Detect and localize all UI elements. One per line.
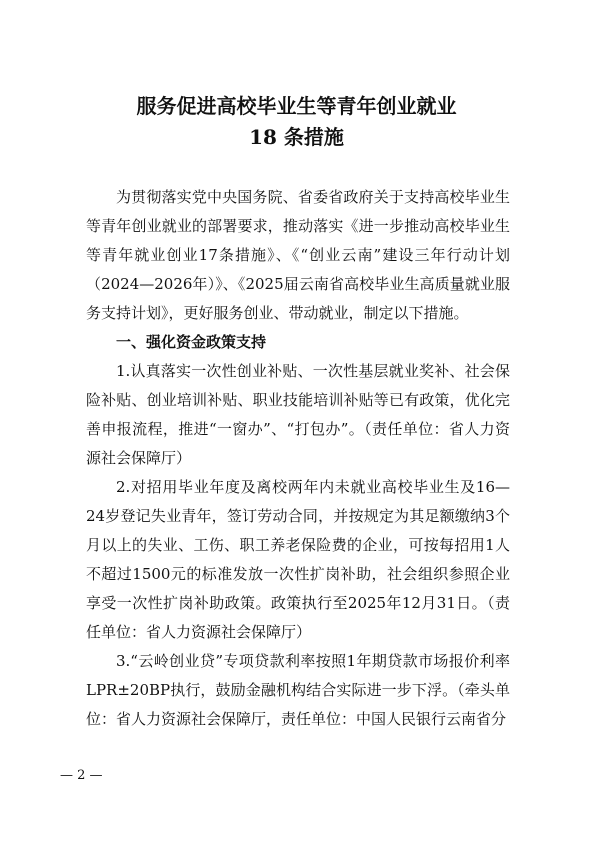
document-title-line2: 18 条措施 [249,125,344,149]
section-heading: 一、强化资金政策支持 [116,333,267,351]
measure-item-1: 1.认真落实一次性创业补贴、一次性基层就业奖补、社会保险补贴、创业培训补贴、职业技能培训补贴等已有政策，优化完善申报流程，推进“一窗办”、“打包办”。（责任单位：省人力资源社会保障厅） [86,362,510,467]
measure-item-2: 2.对招用毕业年度及离校两年内未就业高校毕业生及16—24岁登记失业青年，签订劳动合同，并按规定为其足额缴纳3个月以上的失业、工伤、职工养老保险费的企业，可按每招用1人不超过1500元的标准发放一次性扩岗补助，社会组织参照企业享受一次性扩岗补助政策。政策执行至2025年12月31日。（责任单位：省人力资源社会保障厅） [86,478,510,641]
page-number: — 2 — [60,768,103,783]
document-title-line1: 服务促进高校毕业生等青年创业就业 [136,94,457,118]
measure-item-3: 3.“云岭创业贷”专项贷款利率按照1年期贷款市场报价利率LPR±20BP执行，鼓励金融机构结合实际进一步下浮。（牵头单位：省人力资源社会保障厅，责任单位：中国人民银行云南省分 [86,652,510,728]
document-body [86,183,510,734]
intro-paragraph: 为贯彻落实党中央国务院、省委省政府关于支持高校毕业生等青年创业就业的部署要求，推动落实《进一步推动高校毕业生等青年就业创业17条措施》、《“创业云南”建设三年行动计划（2024—2026年）》、《2025届云南省高校毕业生高质量就业服务支持计划》，更好服务创业、带动就业，制定以下措施。 [86,188,510,322]
